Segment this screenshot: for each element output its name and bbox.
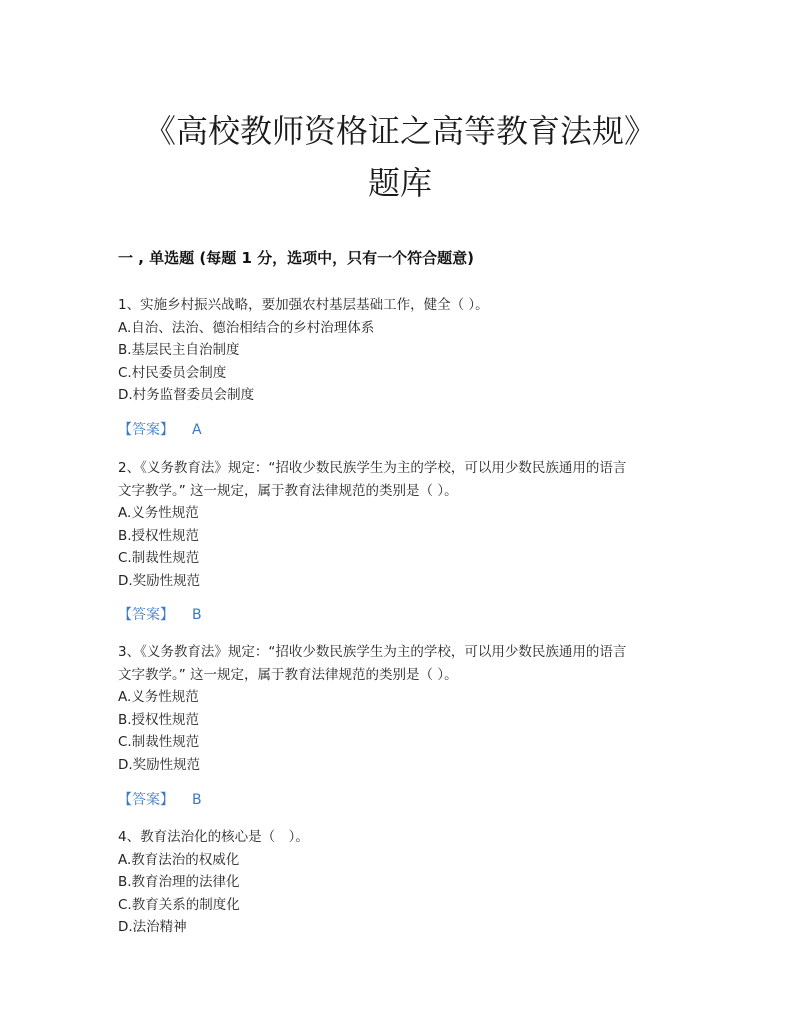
answer-label: 【答案】 <box>118 607 174 623</box>
option-b: B.授权性规范 <box>118 527 200 544</box>
question-stem-cont: 文字教学。” 这一规定，属于教育法律规范的类别是（ ）。 <box>118 482 458 499</box>
answer-1 <box>118 419 202 441</box>
question-stem-cont: 文字教学。” 这一规定，属于教育法律规范的类别是（ ）。 <box>118 666 458 683</box>
option-b: B.教育治理的法律化 <box>118 874 240 890</box>
option-d: D.奖励性规范 <box>118 756 201 773</box>
option-d: D.法治精神 <box>118 919 187 935</box>
option-b: B.授权性规范 <box>118 711 200 728</box>
question-stem: 1、实施乡村振兴战略，要加强农村基层基础工作，健全（ ）。 <box>118 297 489 313</box>
question-1 <box>118 294 688 407</box>
option-d: D.村务监督委员会制度 <box>118 387 255 403</box>
question-4 <box>118 826 688 939</box>
question-stem: 3、《义务教育法》规定：“招收少数民族学生为主的学校，可以用少数民族通用的语言 <box>118 644 627 660</box>
option-c: C.教育关系的制度化 <box>118 896 240 913</box>
answer-label: 【答案】 <box>118 422 174 438</box>
option-c: C.制裁性规范 <box>118 550 200 566</box>
option-c: C.村民委员会制度 <box>118 364 227 381</box>
question-stem: 2、《义务教育法》规定：“招收少数民族学生为主的学校，可以用少数民族通用的语言 <box>118 460 627 476</box>
answer-value: B <box>192 607 202 623</box>
answer-value: B <box>192 792 202 808</box>
option-b: B.基层民主自治制度 <box>118 342 240 358</box>
option-a: A.义务性规范 <box>118 505 199 521</box>
option-a: A.义务性规范 <box>118 689 199 705</box>
answer-value: A <box>192 422 202 438</box>
option-c: C.制裁性规范 <box>118 734 200 750</box>
option-a: A.自治、法治、德治相结合的乡村治理体系 <box>118 319 375 336</box>
section-heading: 一 , 单选题 (每题 1 分，选项中，只有一个符合题意) <box>118 249 474 267</box>
question-3 <box>118 641 688 776</box>
document-title: 《高校教师资格证之高等教育法规》 <box>143 112 656 150</box>
document-title-line-2: 题库 <box>367 164 432 202</box>
answer-label: 【答案】 <box>118 792 174 808</box>
question-2 <box>118 457 688 592</box>
option-d: D.奖励性规范 <box>118 572 201 589</box>
answer-3 <box>118 789 202 811</box>
question-stem: 4、教育法治化的核心是（ ）。 <box>118 829 309 845</box>
answer-2 <box>118 604 202 626</box>
option-a: A.教育法治的权威化 <box>118 851 240 868</box>
